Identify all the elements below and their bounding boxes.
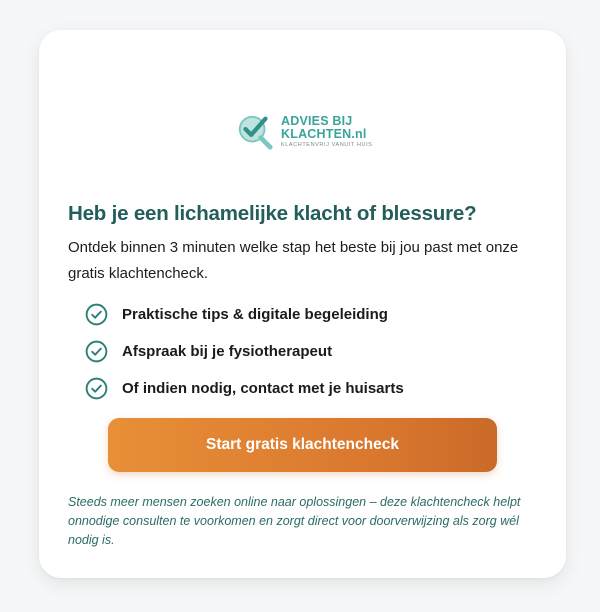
intro-text: Ontdek binnen 3 minuten welke stap het beste bij jou past met onze gratis klachtencheck. [68,239,519,282]
logo-line-1: ADVIES BIJ [281,114,353,129]
logo-tagline: KLACHTENVRIJ VANUIT HUIS [281,142,373,149]
footnote-emphasis: wél [500,514,519,528]
list-item-label: Praktische tips & digitale begeleiding [122,306,388,323]
footnote-text-end: nodig is. [68,533,115,547]
footnote-text: Steeds meer mensen zoeken online naar oplossingen – deze klachtencheck helpt onnodige consulten te voorkomen en zorgt direct voor doorverwijzing als zorg [68,495,521,528]
benefits-list [85,296,404,407]
check-circle-icon [85,303,108,326]
list-item-label: Afspraak bij je fysiotherapeut [122,343,333,360]
logo-wordmark [281,115,373,149]
list-item-label: Of indien nodig, contact met je huisarts [122,380,404,397]
headline: Heb je een lichamelijke klacht of blessure? [68,202,477,225]
list-item [85,333,404,370]
logo-line-2 [281,128,373,141]
checker-card [39,30,566,578]
check-circle-icon [85,340,108,363]
logo-tld: .nl [351,126,367,141]
list-item [85,370,404,407]
logo-name: KLACHTEN [281,126,352,141]
check-circle-icon [85,377,108,400]
footnote [68,493,543,550]
list-item [85,296,404,333]
start-check-button[interactable]: Start gratis klachtencheck [108,418,497,472]
brand-logo[interactable] [236,112,373,152]
magnifier-check-icon [236,113,274,151]
